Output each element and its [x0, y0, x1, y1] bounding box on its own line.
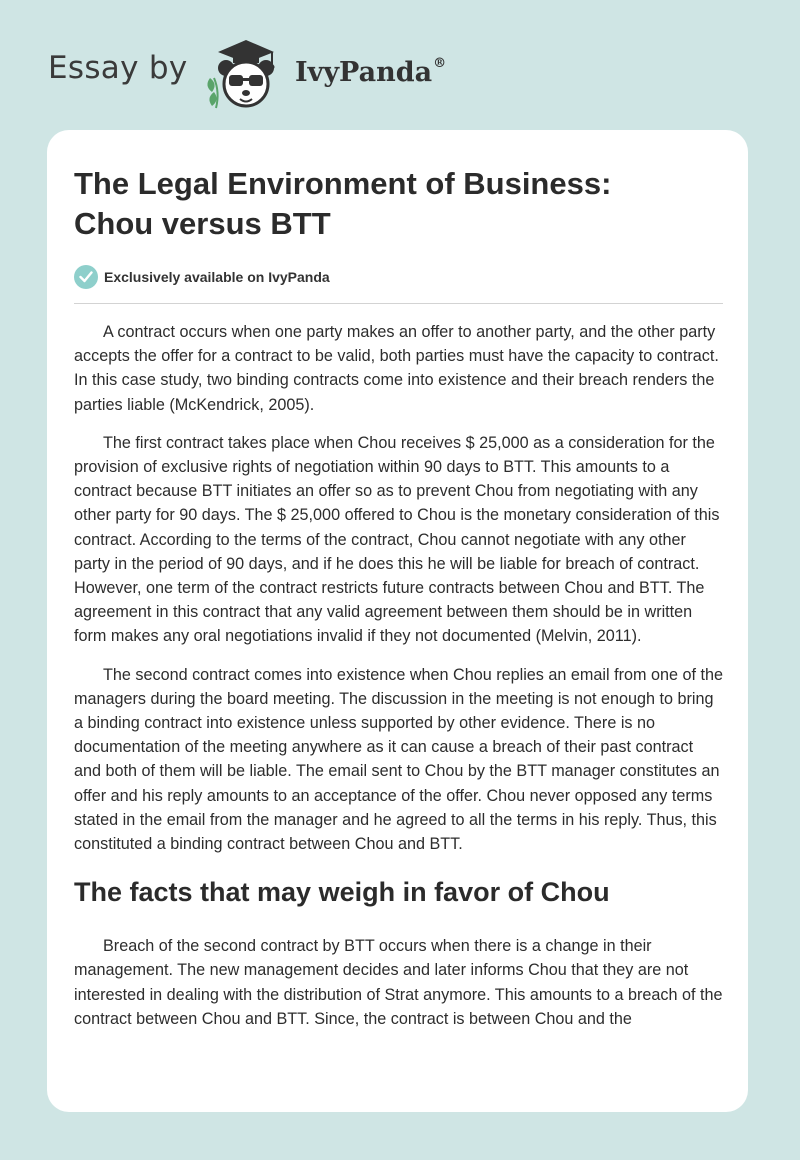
section-paragraph: Breach of the second contract by BTT occurs when there is a change in their management. The new management decides and later informs Chou that they are not interested in dealing with the distribution of Strat anymore. This amounts to a breach of the contract between Chou and BTT. Since, the contract is between Chou and the — [74, 937, 723, 1028]
title-line-1: The Legal Environment of Business: — [74, 166, 612, 201]
section-heading: The facts that may weigh in favor of Chou — [74, 877, 610, 908]
check-icon — [74, 265, 98, 289]
essay-title — [74, 164, 714, 244]
brand-text: IvyPanda — [295, 57, 433, 88]
essay-by-label: Essay by — [48, 50, 188, 86]
divider — [74, 303, 723, 304]
brand-name[interactable] — [295, 56, 446, 88]
site-header — [0, 0, 800, 130]
registered-mark: ® — [433, 56, 447, 71]
essay-body — [74, 320, 724, 1045]
paragraph-1: A contract occurs when one party makes an offer to another party, and the other party accepts the offer for a contract to be valid, both parties must have the capacity to contract. In this case study, two binding contracts come into existence and their breach renders the parties liable (McKendrick, 2005). — [74, 323, 719, 414]
badge-text: Exclusively available on IvyPanda — [104, 269, 330, 285]
exclusive-badge — [74, 265, 330, 289]
paragraph-3: The second contract comes into existence when Chou replies an email from one of the managers during the board meeting. The discussion in the meeting is not enough to bring a binding contract into existence unless supported by other evidence. There is no documentation of the meeting anywhere as it can cause a breach of their past contract and both of them will be liable. The email sent to Chou by the BTT manager constitutes an offer and his reply amounts to an acceptance of the offer. Chou never opposed any terms stated in the email from the manager and he agreed to all the terms in his reply. Thus, this constituted a binding contract between Chou and BTT. — [74, 665, 723, 854]
ivypanda-logo-icon — [200, 38, 292, 110]
title-line-2: Chou versus BTT — [74, 206, 331, 241]
essay-card — [47, 130, 748, 1112]
paragraph-2: The first contract takes place when Chou receives $ 25,000 as a consideration for the provision of exclusive rights of negotiation within 90 days to BTT. This amounts to a contract because BTT initiates an offer so as to prevent Chou from negotiating with any other party for 90 days. The $ 25,000 offered to Chou is the monetary consideration of this contract. According to the terms of the contract, Chou cannot negotiate with any other party in the period of 90 days, and if he does this he will be liable for breach of contract. However, one term of the contract restricts future contracts between Chou and BTT. The agreement in this contract that any valid agreement between them should be in written form makes any oral negotiations invalid if they not documented (Melvin, 2011). — [74, 433, 720, 646]
